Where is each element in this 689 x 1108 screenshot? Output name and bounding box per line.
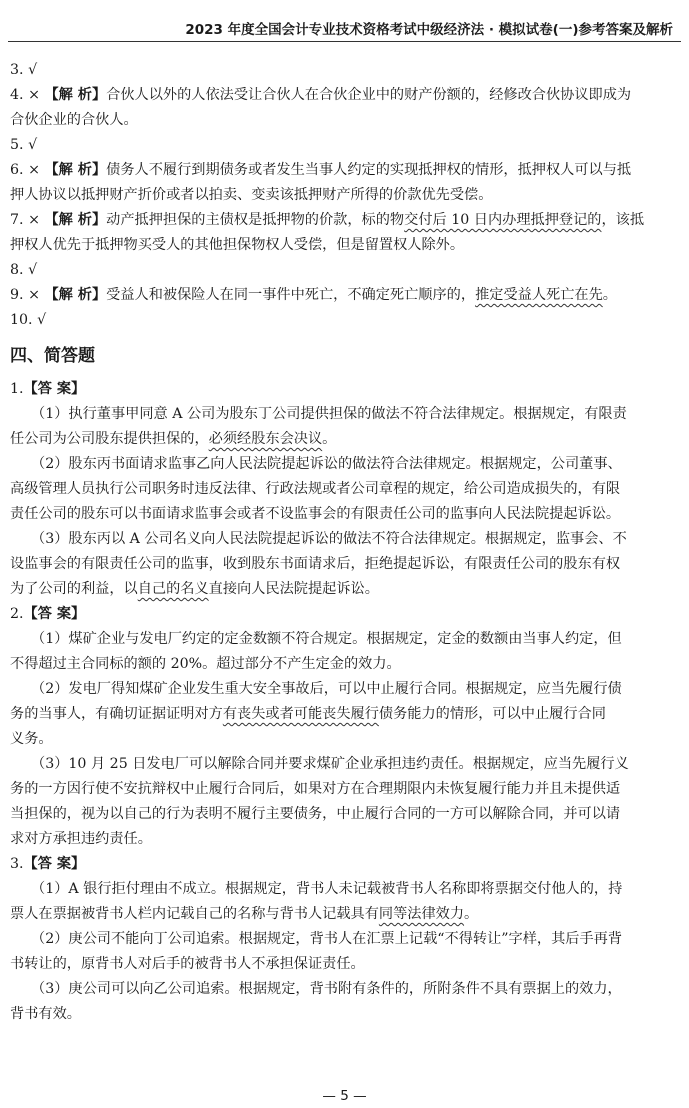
emphasis-text: 必须经股东会决议 (208, 431, 323, 447)
section-title: 四、简答题 (10, 346, 95, 366)
judgment-item-5: 5. √ (10, 137, 38, 153)
judgment-item-8: 8. √ (10, 262, 38, 278)
question-heading: 1.【答 案】 (10, 381, 86, 397)
emphasis-text: 自己的名义 (137, 581, 209, 597)
emphasis-text: 交付后 10 日内办理抵押登记的 (404, 212, 602, 228)
answer-line: 不得超过主合同标的额的 20%。超过部分不产生定金的效力。 (10, 656, 401, 672)
check-mark: √ (28, 137, 38, 153)
question-heading: 2.【答 案】 (10, 606, 86, 622)
question-1 (10, 377, 678, 602)
judgment-item-6: 6. × 【解 析】债务人不履行到期债务或者发生当事人约定的实现抵押权的情形，抵押权人可以与抵 (10, 162, 632, 178)
answer-line: 设监事会的有限责任公司的监事，收到股东书面请求后，拒绝提起诉讼，有限责任公司的股东有权 (10, 556, 621, 572)
judgment-item-9: 9. × 【解 析】受益人和被保险人在同一事件中死亡，不确定死亡顺序的，推定受益人死亡在先。 (10, 287, 617, 303)
answer-line: 求对方承担违约责任。 (10, 831, 152, 847)
check-mark: √ (28, 62, 38, 78)
answer-line: （2）股东丙书面请求监事乙向人民法院提起诉讼的做法符合法律规定。根据规定，公司董事、 (31, 456, 622, 472)
answer-tag: 【答 案】 (23, 856, 86, 872)
cross-mark: × (28, 87, 40, 103)
answer-line: （3）股东丙以 A 公司名义向人民法院提起诉讼的做法不符合法律规定。根据规定，监事会、不 (31, 531, 627, 547)
judgment-item-4: 4. × 【解 析】合伙人以外的人依法受让合伙人在合伙企业中的财产份额的，经修改合伙协议即成为 (10, 87, 632, 103)
answer-line: 为了公司的利益，以自己的名义直接向人民法院提起诉讼。 (10, 581, 379, 597)
check-mark: √ (28, 262, 38, 278)
answer-tag: 【答 案】 (23, 606, 86, 622)
answer-line: 务的一方因行使不安抗辩权中止履行合同后，如果对方在合理期限内未恢复履行能力并且未提供适 (10, 781, 621, 797)
cross-mark: × (28, 287, 40, 303)
analysis-tag: 【解 析】 (44, 287, 107, 303)
emphasis-text: 推定受益人死亡在先 (475, 287, 603, 303)
answer-line: 书转让的，原背书人对后手的被背书人不承担保证责任。 (10, 956, 365, 972)
answer-tag: 【答 案】 (23, 381, 86, 397)
analysis-tag: 【解 析】 (44, 162, 107, 178)
answer-line: 任公司为公司股东提供担保的，必须经股东会决议。 (10, 431, 337, 447)
judgment-item-3: 3. √ (10, 62, 38, 78)
emphasis-text: 有丧失或者可能丧失履行 (222, 706, 379, 722)
analysis-tag: 【解 析】 (44, 87, 107, 103)
answer-line: （3）庚公司可以向乙公司追索。根据规定，背书附有条件的，所附条件不具有票据上的效力， (31, 981, 622, 997)
cross-mark: × (28, 162, 40, 178)
question-3 (10, 852, 678, 1027)
answer-line: （3）10 月 25 日发电厂可以解除合同并要求煤矿企业承担违约责任。根据规定，应当先履行义 (31, 756, 629, 772)
emphasis-text: 同等法律效力 (378, 906, 465, 922)
judgment-item-6-cont: 押人协议以抵押财产折价或者以拍卖、变卖该抵押财产所得的价款优先受偿。 (10, 187, 493, 203)
judgment-answers (10, 58, 678, 333)
answer-line: 责任公司的股东可以书面请求监事会或者不设监事会的有限责任公司的监事向人民法院提起诉讼。 (10, 506, 621, 522)
question-heading: 3.【答 案】 (10, 856, 86, 872)
check-mark: √ (37, 312, 47, 328)
page-number: — 5 — (322, 1088, 367, 1104)
answer-line: 背书有效。 (10, 1006, 81, 1022)
answer-line: （1）执行董事甲同意 A 公司为股东丁公司提供担保的做法不符合法律规定。根据规定，有限责 (31, 406, 627, 422)
judgment-item-7: 7. × 【解 析】动产抵押担保的主债权是抵押物的价款，标的物交付后 10 日内办理抵押登记的，该抵 (10, 212, 645, 228)
answer-line: （2）庚公司不能向丁公司追索。根据规定，背书人在汇票上记载“不得转让”字样，其后手再背 (31, 931, 623, 947)
answer-line: 务的当事人，有确切证据证明对方有丧失或者可能丧失履行债务能力的情形，可以中止履行合同 (10, 706, 606, 722)
analysis-tag: 【解 析】 (44, 212, 107, 228)
header-divider (8, 41, 681, 42)
answer-line: 当担保的，视为以自己的行为表明不履行主要债务，中止履行合同的一方可以解除合同，并可以请 (10, 806, 621, 822)
answer-line: 义务。 (10, 731, 53, 747)
judgment-item-7-cont: 押权人优先于抵押物买受人的其他担保物权人受偿，但是留置权人除外。 (10, 237, 465, 253)
cross-mark: × (28, 212, 40, 228)
answer-line: （2）发电厂得知煤矿企业发生重大安全事故后，可以中止履行合同。根据规定，应当先履行债 (31, 681, 622, 697)
page-content (10, 58, 678, 1027)
answer-line: 高级管理人员执行公司职务时违反法律、行政法规或者公司章程的规定，给公司造成损失的，有限 (10, 481, 621, 497)
answer-line: （1）煤矿企业与发电厂约定的定金数额不符合规定。根据规定，定金的数额由当事人约定，但 (31, 631, 622, 647)
page-header-title: 2023 年度全国会计专业技术资格考试中级经济法 · 模拟试卷(一)参考答案及解析 (185, 22, 673, 38)
judgment-item-10: 10. √ (10, 312, 47, 328)
question-2 (10, 602, 678, 852)
answer-line: 票人在票据被背书人栏内记载自己的名称与背书人记载具有同等法律效力。 (10, 906, 479, 922)
answer-line: （1）A 银行拒付理由不成立。根据规定，背书人未记载被背书人名称即将票据交付他人的，持 (31, 881, 623, 897)
judgment-item-4-cont: 合伙企业的合伙人。 (10, 112, 138, 128)
